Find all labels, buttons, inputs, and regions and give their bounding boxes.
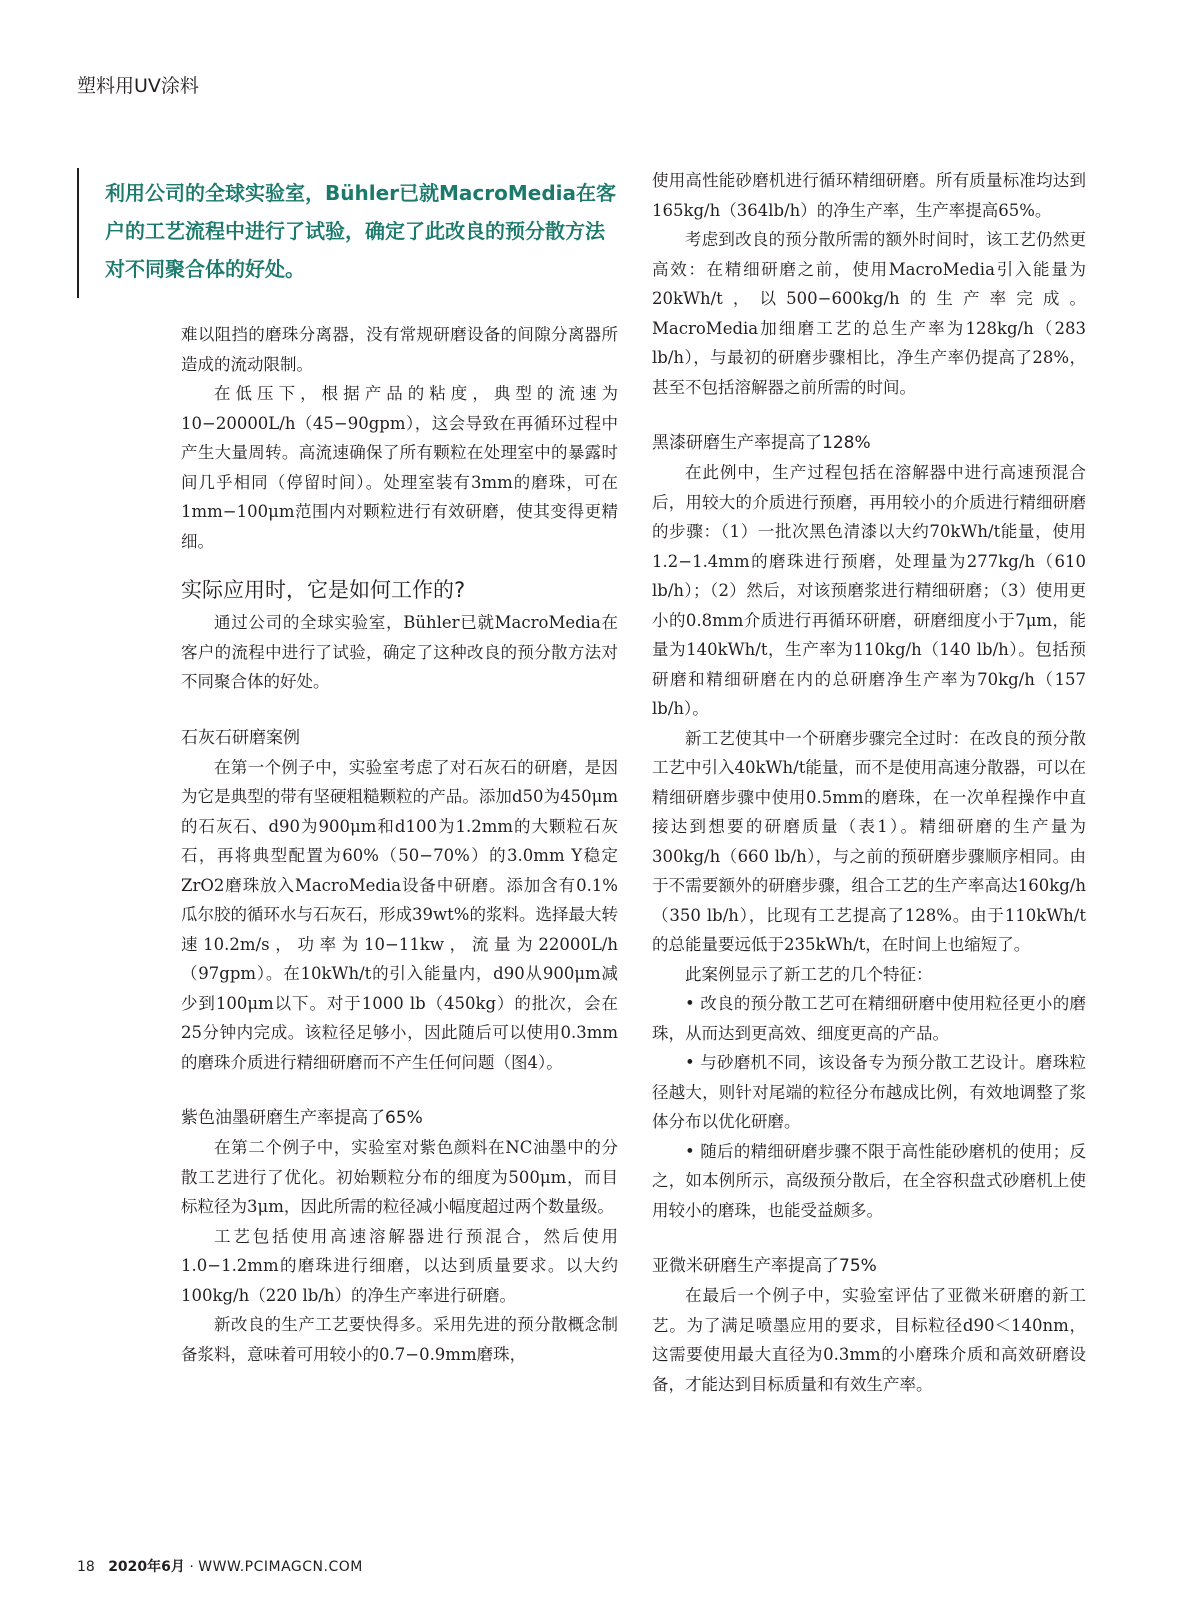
subsection-heading-submicron: 亚微米研磨生产率提高了75% (652, 1256, 877, 1276)
paragraph: 工艺包括使用高速溶解器进行预混合，然后使用1.0−1.2mm的磨珠进行细磨，以达到质量要求。以大约100kg/h（220 lb/h）的净生产率进行研磨。 (181, 1226, 618, 1305)
running-header: 塑料用UV涂料 (77, 75, 199, 97)
paragraph: 此案例显示了新工艺的几个特征： (685, 964, 933, 984)
paragraph: 在第一个例子中，实验室考虑了对石灰石的研磨，是因为它是典型的带有坚硬粗糙颗粒的产品。添加d50为450μm的石灰石、d90为900μm和d100为1.2mm的大颗粒石灰石，再将典型配置为60%（50−70%）的3.0mm Y稳定ZrO2磨珠放入MacroMedia设备中研磨。添加含有0.1%瓜尔胶的循环水与石灰石，形成39wt%的浆料。选择最大转速10.2m/s，功率为10−11kw，流量为22000L/h（97gpm）。在10kWh/t的引入能量内，d90从900μm减少到100μm以下。对于1000 lb（450kg）的批次，会在25分钟内完成。该粒径足够小，因此随后可以使用0.3mm的磨珠介质进行精细研磨而不产生任何问题（图4）。 (181, 757, 618, 1072)
subsection-heading-purple-ink: 紫色油墨研磨生产率提高了65% (181, 1108, 423, 1128)
bullet-item: • 随后的精细研磨步骤不限于高性能砂磨机的使用；反之，如本例所示，高级预分散后，在全容积盘式砂磨机上使用较小的磨珠，也能受益颇多。 (652, 1141, 1086, 1220)
paragraph: 考虑到改良的预分散所需的额外时间时，该工艺仍然更高效：在精细研磨之前，使用MacroMedia引入能量为20kWh/t，以500−600kg/h的生产率完成。MacroMedia加细磨工艺的总生产率为128kg/h（283 lb/h），与最初的研磨步骤相比，净生产率仍提高了28%，甚至不包括溶解器之前所需的时间。 (652, 230, 1086, 397)
footer-separator: · (189, 1559, 194, 1575)
paragraph: 在此例中，生产过程包括在溶解器中进行高速预混合后，用较大的介质进行预磨，再用较小的介质进行精细研磨的步骤：（1）一批次黑色清漆以大约70kWh/t能量，使用1.2−1.4mm的磨珠进行预磨，处理量为277kg/h（610 lb/h）；（2）然后，对该预磨浆进行精细研磨；（3）使用更小的0.8mm介质进行再循环研磨，研磨细度小于7μm，能量为140kWh/t，生产率为110kg/h（140 lb/h）。包括预研磨和精细研磨在内的总研磨净生产率为70kg/h（157 lb/h）。 (652, 463, 1086, 718)
subsection-heading-limestone: 石灰石研磨案例 (181, 727, 300, 748)
paragraph: 在最后一个例子中，实验室评估了亚微米研磨的新工艺。为了满足喷墨应用的要求，目标粒径d90＜140nm，这需要使用最大直径为0.3mm的小磨珠介质和高效研磨设备，才能达到目标质量和有效生产率。 (652, 1286, 1086, 1394)
paragraph: 在低压下，根据产品的粘度，典型的流速为10−20000L/h（45−90gpm），这会导致在再循环过程中产生大量周转。高流速确保了所有颗粒在处理室中的暴露时间几乎相同（停留时间）。处理室装有3mm的磨珠，可在1mm−100μm范围内对颗粒进行有效研磨，使其变得更精细。 (181, 384, 618, 551)
paragraph: 新改良的生产工艺要快得多。采用先进的预分散概念制备浆料，意味着可用较小的0.7−0.9mm磨珠， (181, 1315, 618, 1364)
page-footer (77, 1556, 363, 1576)
pull-quote (77, 168, 624, 298)
website-link[interactable]: WWW.PCIMAGCN.COM (198, 1559, 363, 1575)
pull-quote-text: 利用公司的全球实验室，Bühler已就MacroMedia在客户的工艺流程中进行了试验，确定了此改良的预分散方法对不同聚合体的好处。 (105, 181, 616, 281)
paragraph: 难以阻挡的磨珠分离器，没有常规研磨设备的间隙分离器所造成的流动限制。 (181, 325, 618, 374)
subsection-heading-black-lacquer: 黑漆研磨生产率提高了128% (652, 433, 871, 453)
paragraph: 新工艺使其中一个研磨步骤完全过时：在改良的预分散工艺中引入40kWh/t能量，而不是使用高速分散器，可以在精细研磨步骤中使用0.5mm的磨珠，在一次单程操作中直接达到想要的研磨质量（表1）。精细研磨的生产量为300kg/h（660 lb/h），与之前的预研磨步骤顺序相同。由于不需要额外的研磨步骤，组合工艺的生产率高达160kg/h（350 lb/h），比现有工艺提高了128%。由于110kWh/t的总能量要远低于235kWh/t，在时间上也缩短了。 (652, 728, 1086, 954)
paragraph: 通过公司的全球实验室，Bühler已就MacroMedia在客户的流程中进行了试验，确定了这种改良的预分散方法对不同聚合体的好处。 (181, 613, 618, 691)
right-column (652, 166, 1086, 1399)
page-number: 18 (77, 1559, 95, 1575)
section-heading: 实际应用时，它是如何工作的? (181, 578, 466, 602)
paragraph: 在第二个例子中，实验室对紫色颜料在NC油墨中的分散工艺进行了优化。初始颗粒分布的细度为500μm，而目标粒径为3μm，因此所需的粒径减小幅度超过两个数量级。 (181, 1138, 618, 1216)
bullet-item: • 与砂磨机不同，该设备专为预分散工艺设计。磨珠粒径越大，则针对尾端的粒径分布越成比例，有效地调整了浆体分布以优化研磨。 (652, 1053, 1086, 1131)
paragraph: 使用高性能砂磨机进行循环精细研磨。所有质量标准均达到165kg/h（364lb/h）的净生产率，生产率提高65%。 (652, 171, 1086, 220)
bullet-item: • 改良的预分散工艺可在精细研磨中使用粒径更小的磨珠，从而达到更高效、细度更高的产品。 (652, 994, 1086, 1043)
left-column (181, 320, 618, 1369)
issue-date: 2020年6月 (108, 1559, 185, 1575)
